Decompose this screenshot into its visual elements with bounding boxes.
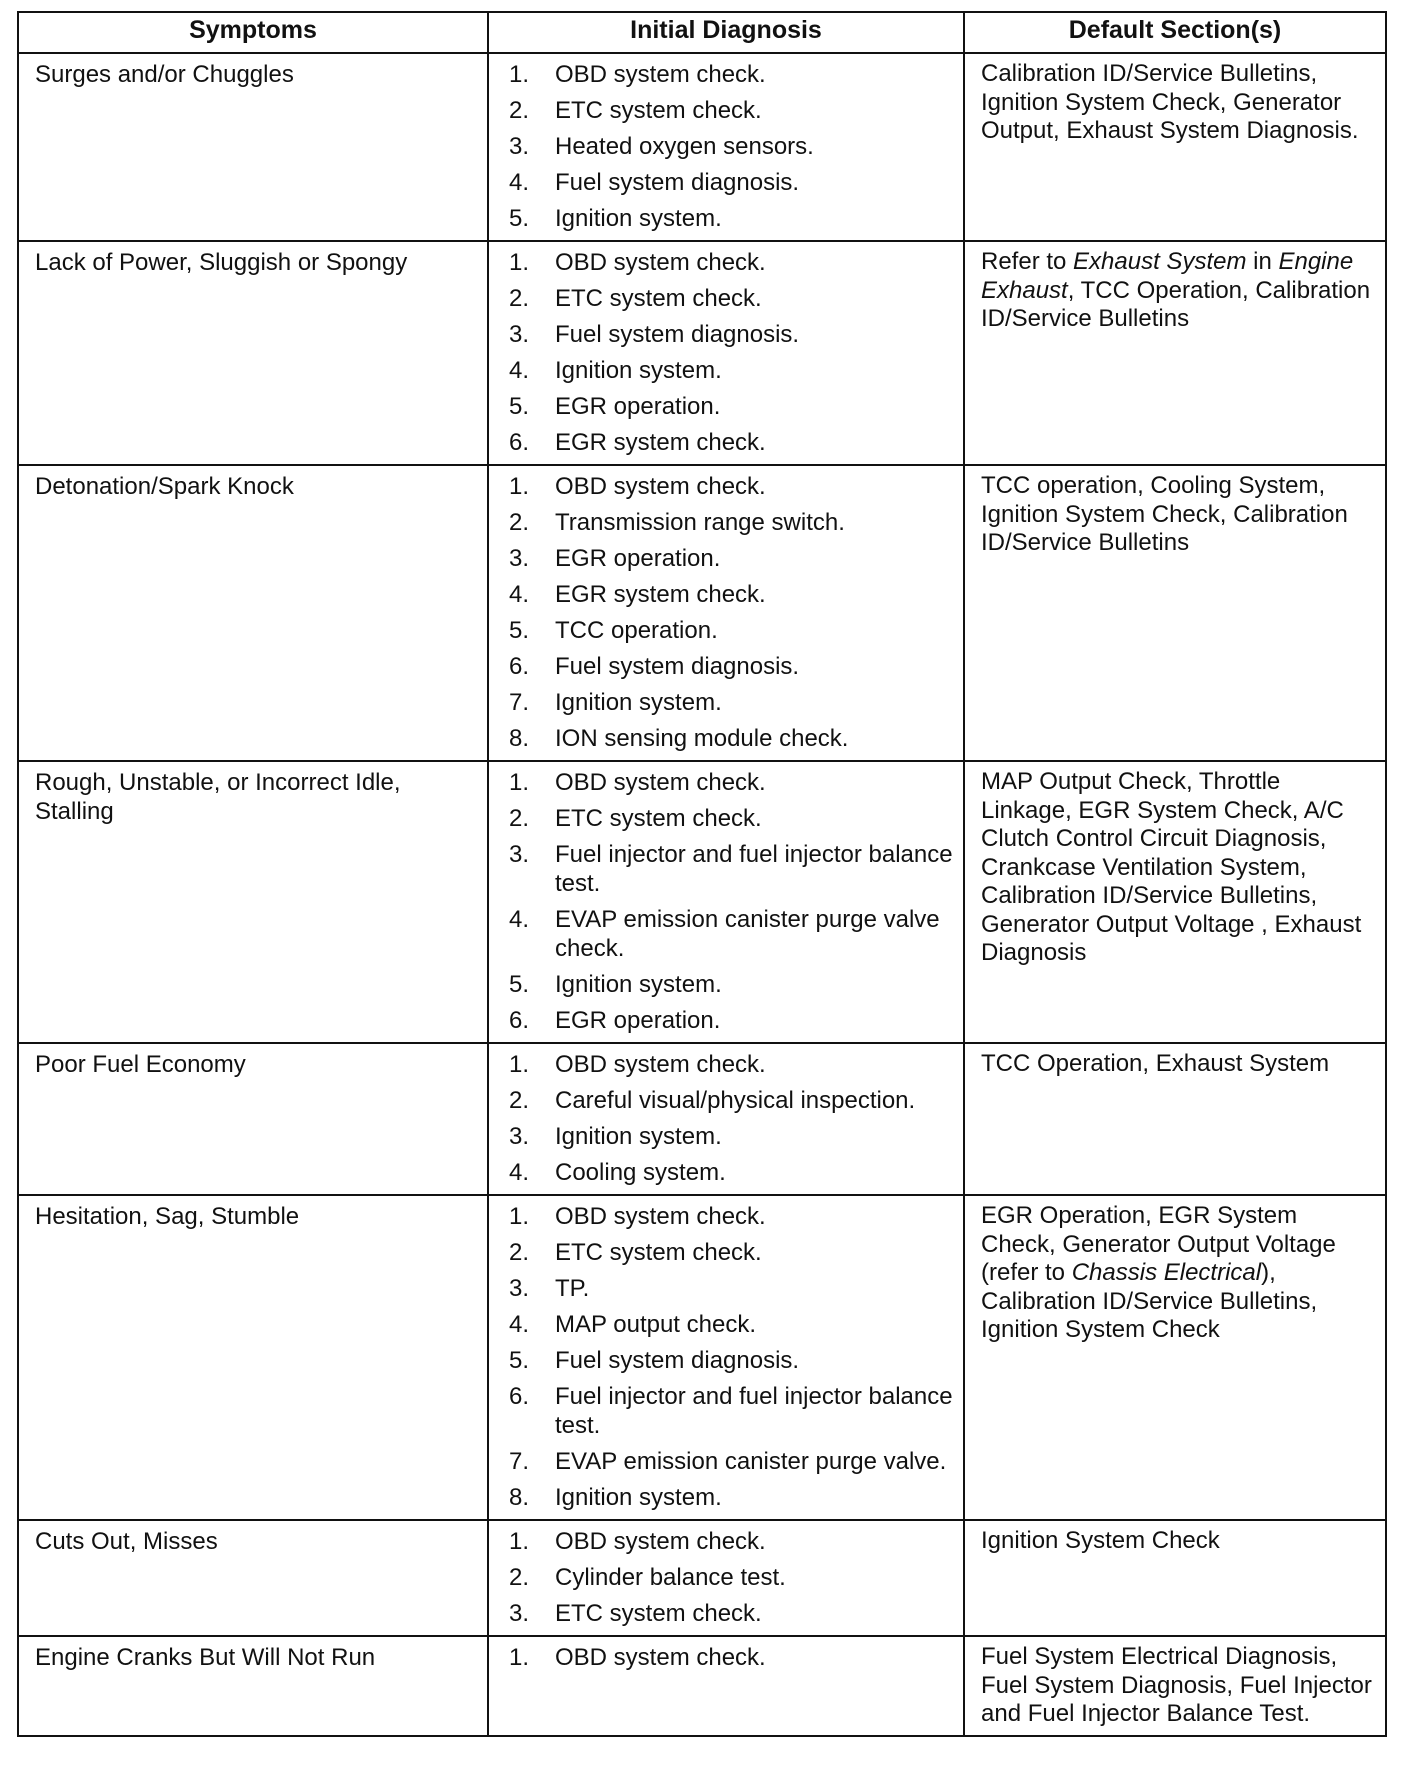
symptom-cell: Detonation/Spark Knock (18, 465, 488, 761)
diagnosis-step (509, 96, 957, 125)
default-sections-cell (964, 1195, 1386, 1520)
step-number: 2. (509, 509, 530, 536)
diagnosis-step-list (509, 768, 957, 1035)
step-text: EGR operation. (555, 1007, 721, 1034)
initial-diagnosis-cell (488, 465, 964, 761)
table-row (18, 1195, 1386, 1520)
section-text: Refer to (981, 248, 1074, 275)
diagnosis-step (509, 616, 957, 645)
step-number: 8. (509, 1484, 530, 1511)
step-text: Fuel system diagnosis. (555, 321, 800, 348)
symptom-table-sheet (17, 11, 1385, 1737)
step-number: 2. (509, 1239, 530, 1266)
step-text: EGR system check. (555, 581, 766, 608)
initial-diagnosis-cell (488, 1636, 964, 1736)
diagnosis-step (509, 284, 957, 313)
diagnosis-step (509, 688, 957, 717)
table-row (18, 241, 1386, 465)
diagnosis-step (509, 1310, 957, 1339)
default-sections-cell (964, 241, 1386, 465)
step-number: 3. (509, 545, 530, 572)
step-text: Transmission range switch. (555, 509, 845, 536)
diagnosis-step (509, 1563, 957, 1592)
section-text: ), Calibration ID/Service Bulletins, Ignition System Check (981, 1259, 1318, 1343)
default-sections-cell (964, 1043, 1386, 1195)
diagnosis-step-list (509, 60, 957, 233)
diagnosis-step (509, 356, 957, 385)
step-text: Ignition system. (555, 689, 722, 716)
section-text: in (1246, 248, 1279, 275)
step-text: OBD system check. (555, 1528, 766, 1555)
default-sections-cell (964, 465, 1386, 761)
step-text: Ignition system. (555, 205, 722, 232)
step-number: 4. (509, 581, 530, 608)
section-text: Ignition System Check (981, 1527, 1220, 1554)
section-reference-italic: Exhaust System (1073, 248, 1247, 275)
diagnosis-step-list (509, 1527, 957, 1628)
table-row (18, 761, 1386, 1043)
step-text: ETC system check. (555, 1239, 762, 1266)
step-text: EVAP emission canister purge valve. (555, 1448, 947, 1475)
step-number: 8. (509, 725, 530, 752)
step-text: Fuel injector and fuel injector balance test. (555, 841, 953, 897)
diagnosis-step (509, 168, 957, 197)
symptom-diagnosis-table (17, 11, 1387, 1737)
step-number: 3. (509, 133, 530, 160)
step-number: 5. (509, 971, 530, 998)
step-text: Ignition system. (555, 971, 722, 998)
step-number: 2. (509, 97, 530, 124)
step-text: OBD system check. (555, 769, 766, 796)
section-text: , TCC Operation, Calibration ID/Service Bulletins (981, 276, 1371, 332)
step-number: 3. (509, 321, 530, 348)
step-number: 7. (509, 689, 530, 716)
step-number: 2. (509, 285, 530, 312)
step-text: ETC system check. (555, 1600, 762, 1627)
diagnosis-step (509, 905, 957, 963)
step-number: 3. (509, 841, 530, 868)
section-text: TCC operation, Cooling System, Ignition System Check, Calibration ID/Service Bulletins (981, 472, 1348, 556)
step-text: ETC system check. (555, 285, 762, 312)
initial-diagnosis-cell (488, 1195, 964, 1520)
step-text: TCC operation. (555, 617, 718, 644)
step-number: 1. (509, 1528, 530, 1555)
step-text: Fuel injector and fuel injector balance test. (555, 1383, 953, 1439)
section-reference-italic: Chassis Electrical (1071, 1259, 1262, 1286)
diagnosis-step (509, 60, 957, 89)
diagnosis-step (509, 1274, 957, 1303)
step-number: 4. (509, 357, 530, 384)
diagnosis-step (509, 1202, 957, 1231)
table-body (18, 53, 1386, 1736)
diagnosis-step (509, 204, 957, 233)
step-number: 6. (509, 653, 530, 680)
step-number: 5. (509, 393, 530, 420)
section-text: Calibration ID/Service Bulletins, Ignition System Check, Generator Output, Exhaust System Diagnosis. (981, 60, 1359, 144)
diagnosis-step (509, 840, 957, 898)
diagnosis-step (509, 1447, 957, 1476)
initial-diagnosis-cell (488, 241, 964, 465)
initial-diagnosis-cell (488, 53, 964, 241)
step-number: 3. (509, 1600, 530, 1627)
section-text: TCC Operation, Exhaust System (981, 1050, 1330, 1077)
diagnosis-step (509, 1158, 957, 1187)
step-text: OBD system check. (555, 1203, 766, 1230)
diagnosis-step (509, 392, 957, 421)
step-number: 1. (509, 473, 530, 500)
step-number: 5. (509, 1347, 530, 1374)
step-number: 5. (509, 205, 530, 232)
step-number: 4. (509, 1311, 530, 1338)
diagnosis-step (509, 1382, 957, 1440)
diagnosis-step-list (509, 1202, 957, 1512)
symptom-cell: Rough, Unstable, or Incorrect Idle, Stalling (18, 761, 488, 1043)
diagnosis-step (509, 1238, 957, 1267)
diagnosis-step (509, 724, 957, 753)
section-reference-italic: Engine Exhaust (981, 248, 1354, 304)
step-text: OBD system check. (555, 1644, 766, 1671)
diagnosis-step (509, 428, 957, 457)
diagnosis-step (509, 320, 957, 349)
step-number: 5. (509, 617, 530, 644)
table-row (18, 1043, 1386, 1195)
step-text: Fuel system diagnosis. (555, 653, 800, 680)
step-number: 1. (509, 1203, 530, 1230)
step-number: 6. (509, 1007, 530, 1034)
diagnosis-step (509, 132, 957, 161)
diagnosis-step (509, 1599, 957, 1628)
step-text: Fuel system diagnosis. (555, 1347, 800, 1374)
step-text: Heated oxygen sensors. (555, 133, 814, 160)
section-text: Fuel System Electrical Diagnosis, Fuel System Diagnosis, Fuel Injector and Fuel Injector Balance Test. (981, 1643, 1372, 1727)
symptom-cell: Cuts Out, Misses (18, 1520, 488, 1636)
step-text: OBD system check. (555, 1051, 766, 1078)
step-text: OBD system check. (555, 61, 766, 88)
diagnosis-step (509, 1483, 957, 1512)
section-text: MAP Output Check, Throttle Linkage, EGR System Check, A/C Clutch Control Circuit Diagnosis, Crankcase Ventilation System, Calibration ID/Service Bulletins, Generator Output Voltage , Exhaust Diagnosis (981, 768, 1362, 966)
step-text: Fuel system diagnosis. (555, 169, 800, 196)
step-text: MAP output check. (555, 1311, 756, 1338)
diagnosis-step (509, 768, 957, 797)
symptom-cell: Surges and/or Chuggles (18, 53, 488, 241)
diagnosis-step (509, 652, 957, 681)
diagnosis-step (509, 544, 957, 573)
initial-diagnosis-cell (488, 761, 964, 1043)
symptom-cell: Hesitation, Sag, Stumble (18, 1195, 488, 1520)
diagnosis-step (509, 1643, 957, 1672)
step-text: OBD system check. (555, 473, 766, 500)
step-text: Cylinder balance test. (555, 1564, 786, 1591)
table-row (18, 1520, 1386, 1636)
diagnosis-step (509, 472, 957, 501)
step-text: ETC system check. (555, 805, 762, 832)
section-text: EGR Operation, EGR System Check, Generator Output Voltage (refer to (981, 1202, 1336, 1286)
step-number: 3. (509, 1123, 530, 1150)
step-text: ION sensing module check. (555, 725, 849, 752)
step-number: 2. (509, 1087, 530, 1114)
step-number: 2. (509, 1564, 530, 1591)
diagnosis-step-list (509, 1643, 957, 1672)
step-number: 1. (509, 61, 530, 88)
symptom-cell: Engine Cranks But Will Not Run (18, 1636, 488, 1736)
step-text: TP. (555, 1275, 590, 1302)
step-number: 4. (509, 906, 530, 933)
diagnosis-step (509, 248, 957, 277)
step-text: Careful visual/physical inspection. (555, 1087, 916, 1114)
diagnosis-step (509, 804, 957, 833)
step-text: EGR system check. (555, 429, 766, 456)
diagnosis-step (509, 508, 957, 537)
diagnosis-step (509, 1527, 957, 1556)
step-text: EVAP emission canister purge valve check. (555, 906, 940, 962)
header-initial-diagnosis: Initial Diagnosis (488, 12, 964, 53)
header-symptoms: Symptoms (18, 12, 488, 53)
step-text: Ignition system. (555, 1123, 722, 1150)
step-number: 2. (509, 805, 530, 832)
diagnosis-step (509, 1086, 957, 1115)
step-number: 4. (509, 169, 530, 196)
step-text: EGR operation. (555, 545, 721, 572)
diagnosis-step-list (509, 248, 957, 457)
step-number: 7. (509, 1448, 530, 1475)
step-number: 6. (509, 1383, 530, 1410)
diagnosis-step (509, 580, 957, 609)
diagnosis-step (509, 1006, 957, 1035)
step-text: EGR operation. (555, 393, 721, 420)
step-text: Ignition system. (555, 1484, 722, 1511)
header-default-sections: Default Section(s) (964, 12, 1386, 53)
table-row (18, 1636, 1386, 1736)
initial-diagnosis-cell (488, 1520, 964, 1636)
step-text: ETC system check. (555, 97, 762, 124)
step-number: 1. (509, 1051, 530, 1078)
step-number: 1. (509, 1644, 530, 1671)
step-number: 1. (509, 769, 530, 796)
symptom-cell: Lack of Power, Sluggish or Spongy (18, 241, 488, 465)
default-sections-cell (964, 1636, 1386, 1736)
diagnosis-step (509, 1346, 957, 1375)
header-row (18, 12, 1386, 53)
default-sections-cell (964, 1520, 1386, 1636)
diagnosis-step (509, 1050, 957, 1079)
default-sections-cell (964, 761, 1386, 1043)
table-row (18, 53, 1386, 241)
step-number: 1. (509, 249, 530, 276)
diagnosis-step-list (509, 1050, 957, 1187)
step-number: 6. (509, 429, 530, 456)
step-number: 3. (509, 1275, 530, 1302)
step-number: 4. (509, 1159, 530, 1186)
step-text: OBD system check. (555, 249, 766, 276)
default-sections-cell (964, 53, 1386, 241)
diagnosis-step-list (509, 472, 957, 753)
step-text: Ignition system. (555, 357, 722, 384)
initial-diagnosis-cell (488, 1043, 964, 1195)
diagnosis-step (509, 970, 957, 999)
table-row (18, 465, 1386, 761)
symptom-cell: Poor Fuel Economy (18, 1043, 488, 1195)
step-text: Cooling system. (555, 1159, 726, 1186)
diagnosis-step (509, 1122, 957, 1151)
